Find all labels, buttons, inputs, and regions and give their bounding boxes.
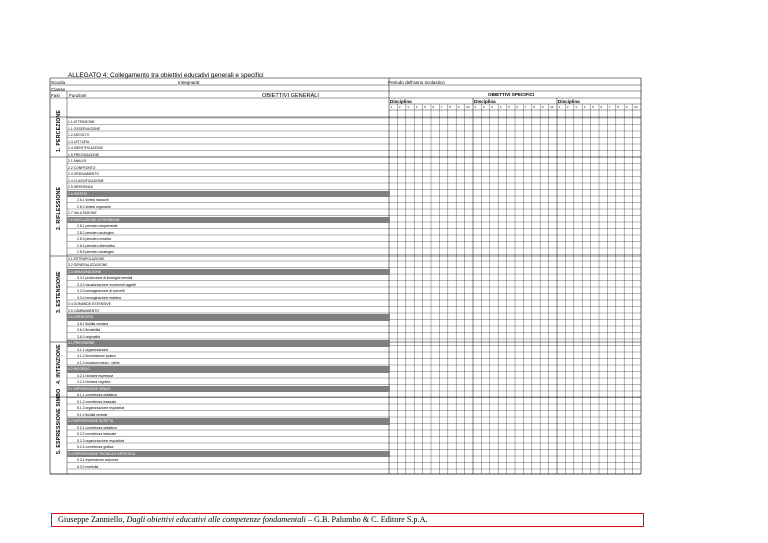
disciplina-col-number: 9 [541,105,544,109]
function-row: 1.2 ASCOLTO [68,133,90,137]
function-row: 2.8.5 pensiero strategico [77,250,115,254]
function-row: 3.6.3 originalità [77,334,100,339]
disciplina-col-number: 1 [474,105,477,109]
function-row: 2.8.4 pensiero alternativo [77,243,116,248]
function-row: 3.3.1 produzione di immagini mentali [77,276,133,280]
function-row: 5.2.2 correttezza lessicale [77,432,117,436]
function-row: 5.2.3 organizzazione espositiva [77,438,125,443]
function-row: 2.6.1 sintesi riassunti [77,198,109,202]
function-row: 5.3.1 espressione corporea [77,458,119,462]
disciplina-col-number: 4 [583,105,586,109]
footer-author: Giuseppe Zanniello, [58,515,127,524]
function-row: 2.2 CONFRONTO [68,165,96,170]
phase-label-espressione: 5. ESPRESSIONE SIMBO [56,388,62,454]
disciplina-col-number: 8 [617,105,619,109]
disciplina-col-number: 1 [558,105,561,109]
function-row: 3.6.2 flessibilità [77,328,101,332]
function-row: 2.5 INFERENZA [68,185,93,189]
function-row: 3.3.3 immaginazione di concetti [77,289,125,293]
disciplina-col-number: 10 [550,105,554,109]
disciplina-col-number: 7 [524,105,527,109]
disciplina-col-number: 5 [424,105,426,109]
function-row: 1.5 PRECISAZIONE [68,152,99,157]
function-row: 2.7 VALUTAZIONE [68,211,97,215]
function-row: 5.2.4 correttezza grafica [77,445,114,449]
insegnanti-label: Insegnanti: [178,80,201,85]
disciplina-col-number: 5 [508,105,510,109]
disciplina-col-number: 5 [592,105,594,109]
periodo-label: Periodo dell'anno scolastico [388,80,445,85]
funzioni-header: Funzioni [69,93,87,98]
disciplina-col-number: 1 [390,105,393,109]
classe-label: Classe [51,87,66,92]
function-row: 4.2.1 richiami espressivi [77,373,114,378]
disciplina-col-number: 7 [440,105,443,109]
function-row: 5.1.1 correttezza sintattica [77,393,117,397]
function-row: 3.3.4 immaginazione estetica [77,295,121,300]
function-row: 5.1.2 correttezza lessicale [77,399,117,404]
function-row: 1.1 ATTENZIONE [68,120,95,124]
function-row: 5.2.1 correttezza sintattica [77,425,117,430]
disciplina-2-header: Disciplina [474,99,496,104]
scuola-label: Scuola [51,80,66,85]
disciplina-col-number: 10 [466,105,470,109]
disciplina-col-number: 2 [566,105,569,109]
disciplina-col-number: 3 [407,105,409,109]
disciplina-col-number: 2 [398,105,401,109]
function-row: 5.1.4 fluidità verbale [77,412,108,417]
disciplina-col-number: 8 [533,105,535,109]
function-row: 2.8 RISOLUZIONE DI PROBLEMI [67,217,390,224]
function-row: 5.2 ESPRESSIONE SCRITTA [67,418,390,425]
document-title: ALLEGATO 4: Collegamento tra obiettivi educativi generali e specifici [68,72,264,79]
disciplina-col-number: 6 [516,105,519,109]
obiettivi-generali-header: OBIETTIVI GENERALI [262,93,319,99]
function-row: 3.6 CREATIVITÀ [67,314,390,321]
phase-label-percezione: 1. PERCEZIONE [56,109,62,152]
function-row: 3.4 DOMANDE ESTENSIVE [68,302,111,306]
function-row: 3.3.2 visualizzazione movimenti oggetti [77,282,136,287]
disciplina-col-number: 6 [600,105,603,109]
disciplina-col-number: 3 [491,105,493,109]
fasi-header: Fasi [51,93,60,98]
disciplina-col-number: 4 [499,105,502,109]
citation-footer [51,513,644,527]
phase-label-intenzione: 4. INTENZIONE [56,344,62,384]
function-row: 5.3 ESPRESSIONE TECNICA E ARTISTICA [67,451,390,458]
function-row: 1.4 IDENTIFICAZIONE [68,146,103,150]
function-row: 3.5 CAMBIAMENTO [68,308,99,313]
disciplina-col-number: 6 [432,105,435,109]
footer-publisher: – G.B. Palumbo & C. Editore S.p.A. [305,515,428,524]
disciplina-3-header: Disciplina [558,99,580,104]
obiettivi-specifici-header: OBIETTIVI SPECIFICI [488,92,535,97]
disciplina-col-number: 7 [608,105,611,109]
phase-label-riflessione: 2. RIFLESSIONE [56,186,62,230]
function-row: 2.8.2 pensiero analogico [77,230,114,235]
function-row: 5.1 ESPRESSIONE ORALE [67,386,390,393]
function-row: 4.2 RICORDO [67,366,390,373]
disciplina-col-number: 8 [449,105,451,109]
function-row: 4.1.2 formulazione ipotesi [77,354,116,358]
disciplina-1-header: Disciplina [390,99,412,104]
disciplina-col-number: 9 [625,105,628,109]
function-row: 2.3 ORDINAMENTO [68,172,100,176]
disciplina-col-number: 2 [482,105,485,109]
function-row: 2.8.1 pensiero sequenziale [77,224,118,228]
disciplina-col-number: 4 [415,105,418,109]
function-row: 3.3 IMMAGINAZIONE [67,269,390,276]
function-row: 1.1 OSSERVAZIONE [68,126,101,131]
function-row: 4.1.1 organizzazione [77,347,109,352]
function-row: 3.2 GENERALIZZAZIONE [68,263,108,267]
footer-book-title: Dagli obiettivi educativi alle competenze fondamentali [126,515,306,524]
disciplina-col-number: 9 [457,105,460,109]
function-row: 4.1 PREVISIONE [67,340,390,347]
function-row: 3.6.1 fluidità creativa [77,321,109,326]
function-row: 2.6 SINTESI [67,191,390,198]
function-row: 1.3 LETTURA [68,139,90,144]
function-row: 2.8.3 pensiero creativo [77,237,112,241]
function-row: 4.1.3 soluzioni mezzi - ultimi [77,360,120,365]
function-row: 2.6.2 sintesi organiche [77,204,111,209]
disciplina-col-number: 3 [575,105,577,109]
function-row: 5.1.3 organizzazione espositiva [77,406,125,410]
function-row: 5.3.2 motricità [77,464,99,469]
function-row: 4.2.2 richiami cognitivi [77,380,111,384]
function-row: 2.1 ANALISI [68,159,87,163]
disciplina-col-number: 10 [634,105,638,109]
phase-label-estensione: 3. ESTENSIONE [56,271,62,313]
function-row: 3.1 ESTRAPOLAZIONE [68,256,105,261]
function-row: 2.4 CLASSIFICAZIONE [68,178,104,183]
